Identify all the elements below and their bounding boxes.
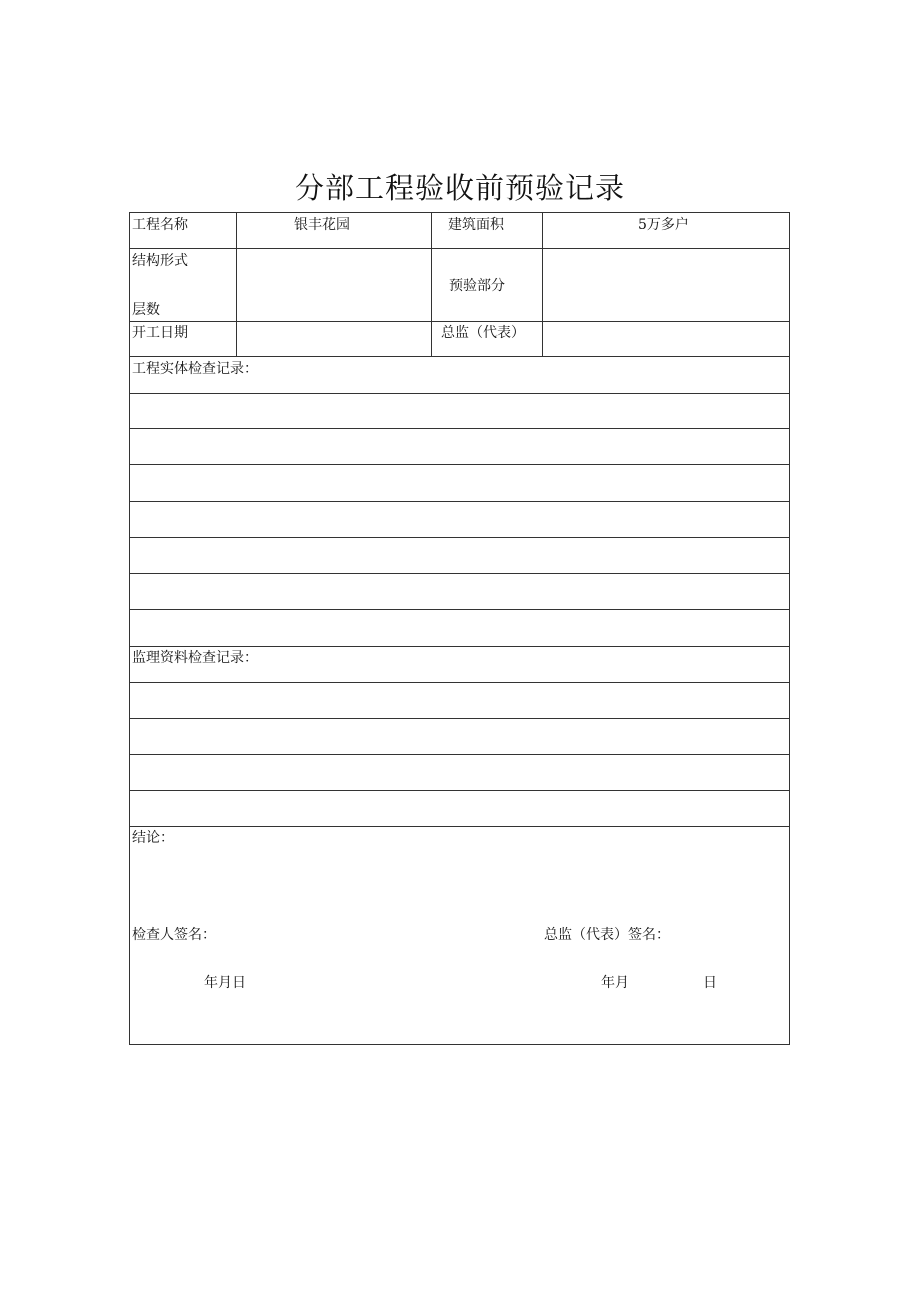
divider: [130, 248, 789, 249]
divider: [130, 356, 789, 357]
divider: [130, 573, 789, 574]
floors-label: 层数: [132, 302, 160, 318]
entity-check-label: 工程实体检查记录：: [132, 361, 258, 377]
divider: [130, 826, 789, 827]
divider: [130, 790, 789, 791]
divider: [542, 213, 543, 356]
start-date-label: 开工日期: [132, 325, 188, 341]
divider: [130, 464, 789, 465]
project-name-value: 银丰花园: [294, 217, 350, 233]
divider: [130, 428, 789, 429]
divider: [130, 718, 789, 719]
divider: [130, 501, 789, 502]
divider: [130, 646, 789, 647]
divider: [431, 213, 432, 356]
conclusion-label: 结论：: [132, 830, 174, 846]
area-value: 5万多户: [638, 217, 689, 233]
chief-signature-label: 总监（代表）签名：: [544, 927, 670, 943]
divider: [130, 609, 789, 610]
project-name-label: 工程名称: [132, 217, 188, 233]
divider: [130, 682, 789, 683]
divider: [130, 754, 789, 755]
divider: [130, 321, 789, 322]
chief-supervisor-label: 总监（代表）: [441, 325, 525, 341]
structure-label: 结构形式: [132, 253, 188, 269]
inspector-signature-label: 检查人签名：: [132, 927, 216, 943]
inspector-date: 年月日: [204, 975, 246, 991]
chief-date-day: 日: [703, 975, 717, 991]
divider: [130, 537, 789, 538]
page-title: 分部工程验收前预验记录: [294, 171, 625, 205]
pre-inspection-part-label: 预验部分: [449, 278, 505, 294]
area-label: 建筑面积: [448, 217, 504, 233]
document-check-label: 监理资料检查记录：: [132, 650, 258, 666]
divider: [130, 393, 789, 394]
chief-date-year-month: 年月: [601, 975, 629, 991]
inspection-form: [129, 212, 790, 1045]
divider: [236, 213, 237, 356]
